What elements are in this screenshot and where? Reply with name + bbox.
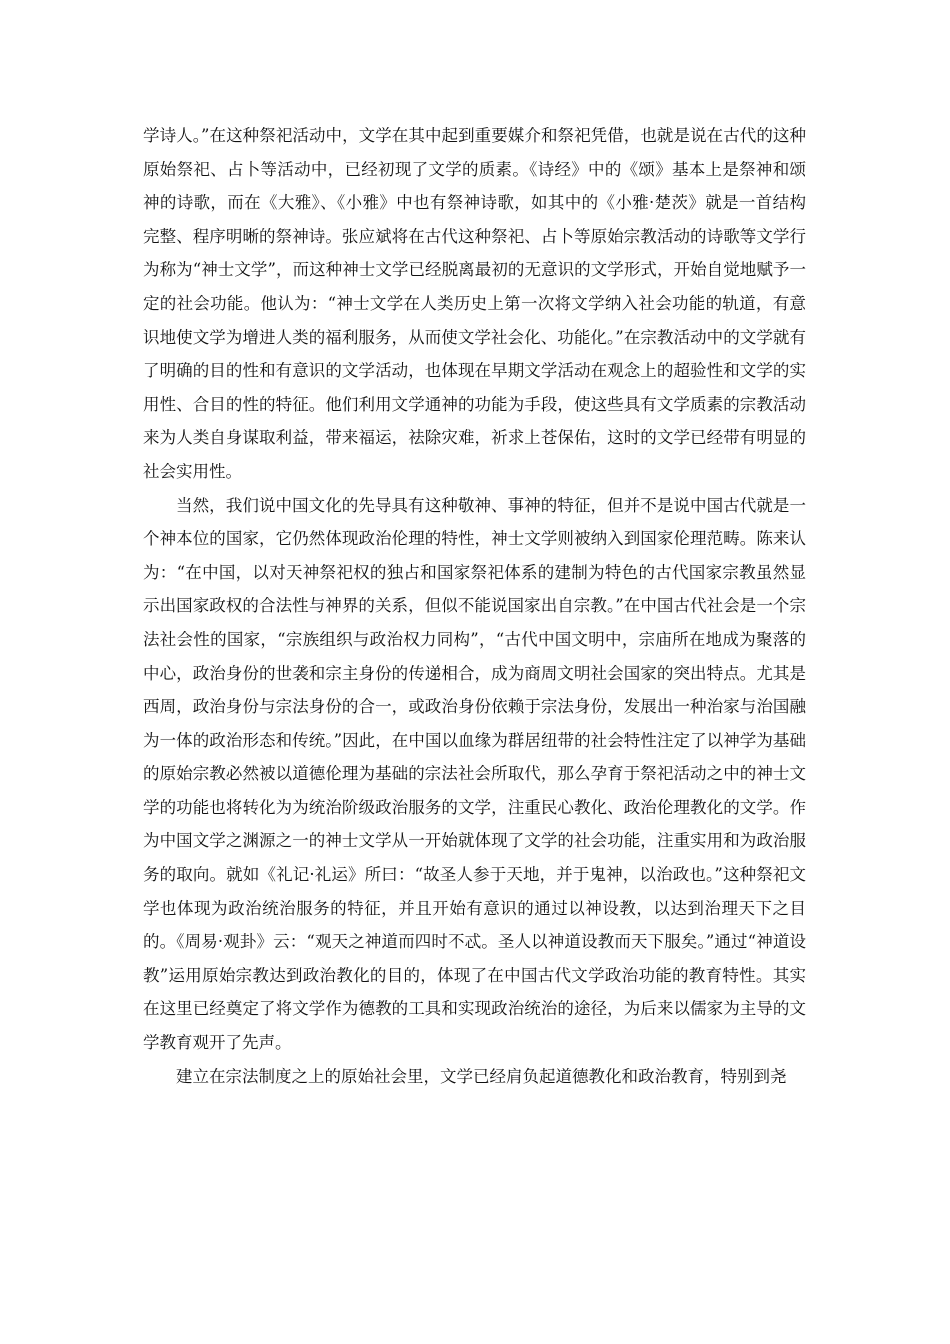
document-page [143,119,806,1093]
paragraph-3: 建立在宗法制度之上的原始社会里，文学已经肩负起道德教化和政治教育，特别到尧 [176,1066,787,1086]
paragraph-1: 学诗人。”在这种祭祀活动中，文学在其中起到重要媒介和祭祀凭借，也就是说在古代的这种原始祭祀、占卜等活动中，已经初现了文学的质素。《诗经》中的《颂》基本上是祭神和颂神的诗歌，而在《大雅》、《小雅》中也有祭神诗歌，如其中的《小雅·楚茨》就是一首结构完整、程序明晰的祭神诗。张应斌将在古代这种祭祀、占卜等原始宗教活动的诗歌等文学行为称为“神士文学”，而这种神士文学已经脱离最初的无意识的文学形式，开始自觉地赋予一定的社会功能。他认为：“神士文学在人类历史上第一次将文学纳入社会功能的轨道，有意识地使文学为增进人类的福利服务，从而使文学社会化、功能化。”在宗教活动中的文学就有了明确的目的性和有意识的文学活动，也体现在早期文学活动在观念上的超验性和文学的实用性、合目的性的特征。他们利用文学通神的功能为手段，使这些具有文学质素的宗教活动来为人类自身谋取利益，带来福运，祛除灾难，祈求上苍保佑，这时的文学已经带有明显的社会实用性。 [143,126,806,481]
paragraph-2: 当然，我们说中国文化的先导具有这种敬神、事神的特征，但并不是说中国古代就是一个神本位的国家，它仍然体现政治伦理的特性，神士文学则被纳入到国家伦理范畴。陈来认为：“在中国，以对天神祭祀权的独占和国家祭祀体系的建制为特色的古代国家宗教虽然显示出国家政权的合法性与神界的关系，但似不能说国家出自宗教。”在中国古代社会是一个宗法社会性的国家，“宗族组织与政治权力同构”，“古代中国文明中，宗庙所在地成为聚落的中心，政治身份的世袭和宗主身份的传递相合，成为商周文明社会国家的突出特点。尤其是西周，政治身份与宗法身份的合一，或政治身份依赖于宗法身份，发展出一种治家与治国融为一体的政治形态和传统。”因此，在中国以血缘为群居纽带的社会特性注定了以神学为基础的原始宗教必然被以道德伦理为基础的宗法社会所取代，那么孕育于祭祀活动之中的神士文学的功能也将转化为为统治阶级政治服务的文学，注重民心教化、政治伦理教化的文学。作为中国文学之渊源之一的神士文学从一开始就体现了文学的社会功能，注重实用和为政治服务的取向。就如《礼记·礼运》所曰：“故圣人参于天地，并于鬼神，以治政也。”这种祭祀文学也体现为政治统治服务的特征，并且开始有意识的通过以神设教，以达到治理天下之目的。《周易·观卦》云：“观天之神道而四时不忒。圣人以神道设教而天下服矣。”通过“神道设教”运用原始宗教达到政治教化的目的，体现了在中国古代文学政治功能的教育特性。其实在这里已经奠定了将文学作为德教的工具和实现政治统治的途径，为后来以儒家为主导的文学教育观开了先声。 [143,495,806,1053]
